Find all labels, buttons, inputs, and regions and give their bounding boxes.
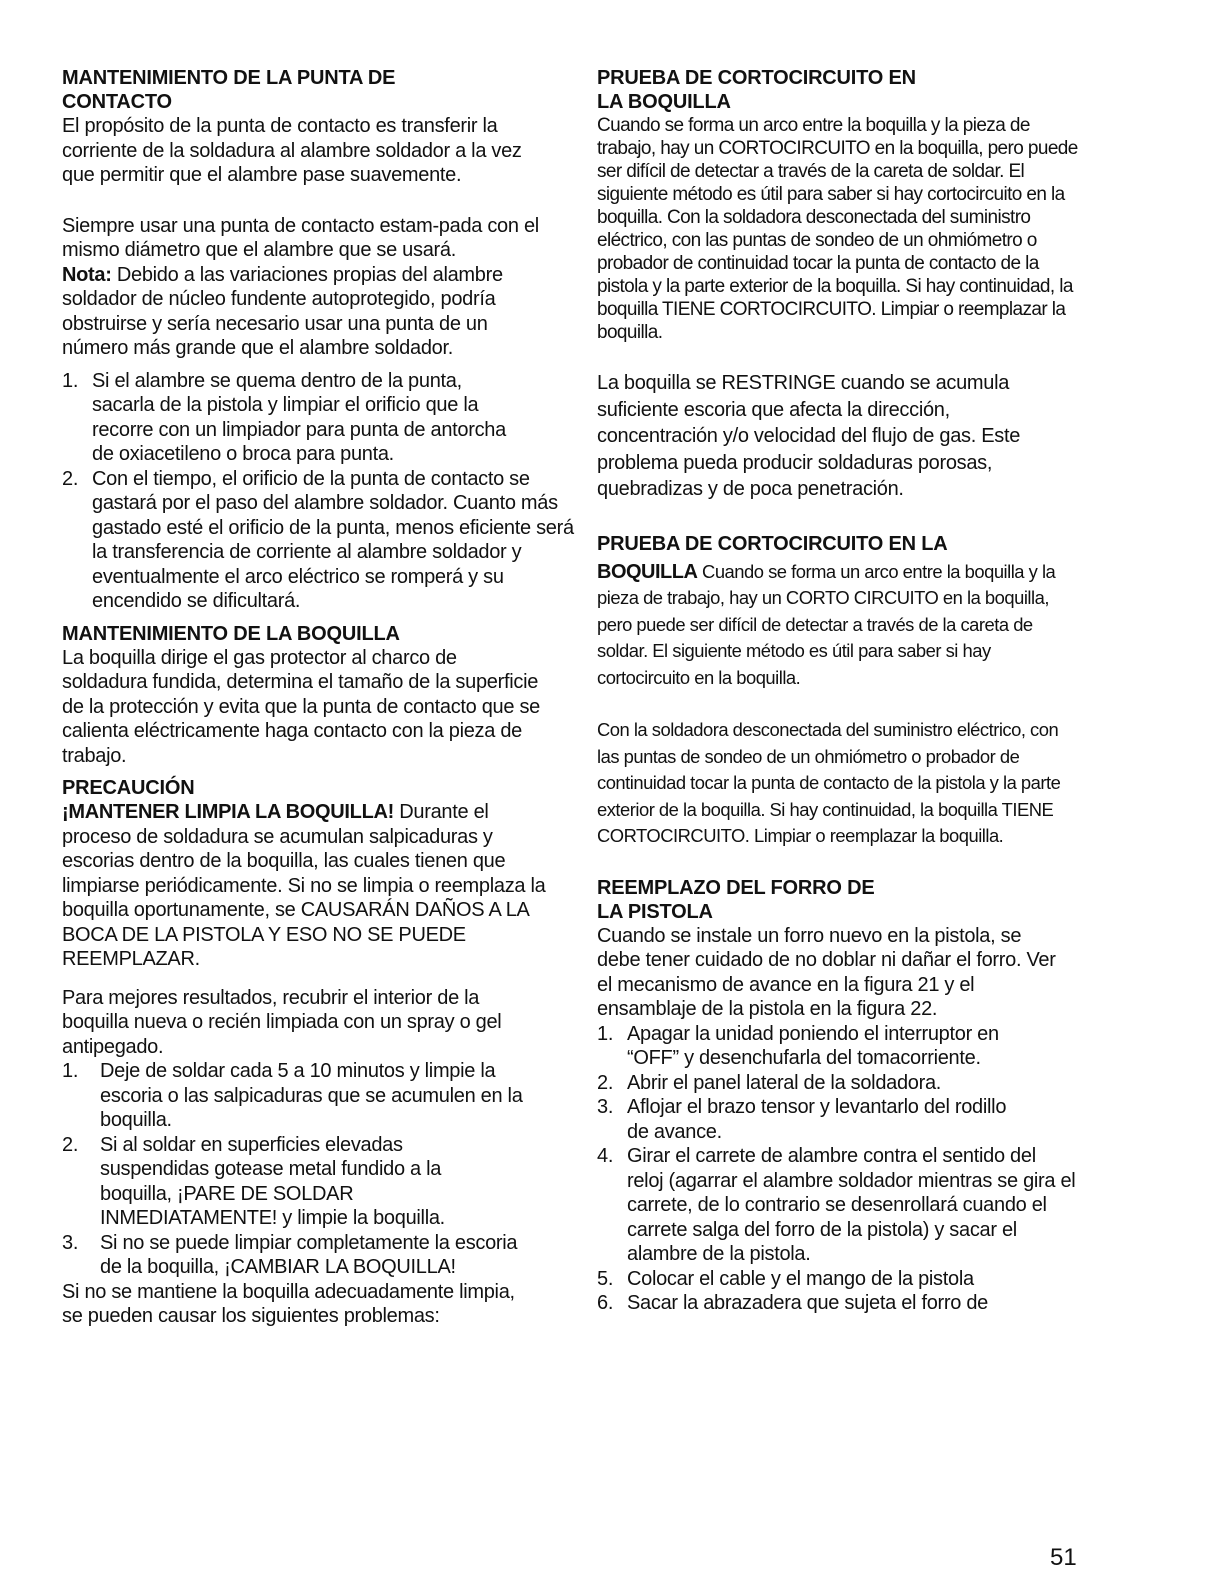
short-test-2-text: Cuando se forma un arco entre la boquilla y la pieza de trabajo, hay un CORTO CIRCUITO en la boquilla, pero puede ser difícil de detectar a través de la careta de soldar. El siguiente método es útil para saber si hay cortocircuito en la boquilla. [597, 560, 1056, 688]
short-test-paragraph-1: Cuando se forma un arco entre la boquilla y la pieza de trabajo, hay un CORTOCIRCUITO en la boquilla, pero puede ser difícil de detectar a través de la careta de soldar. El siguiente método es útil para saber si hay cortocircuito en la boquilla. Con la soldadora desconectada del suministro eléctrico, con las puntas de sondeo de un ohmiómetro o probador de continuidad tocar la punta de contacto de la pistola y la parte exterior de la boquilla. Si hay continuidad, la boquilla TIENE CORTOCIRCUITO. Limpiar o reemplazar la boquilla. [597, 115, 1078, 343]
contact-tip-list [62, 369, 574, 614]
list-item: 2. Si al soldar en superficies elevadas suspendidas gotease metal fundido a la boquilla, ¡PARE DE SOLDAR INMEDIATAMENTE! y limpie la boquilla. [62, 1133, 445, 1229]
list-item: 4. Girar el carrete de alambre contra el sentido del reloj (agarrar el alambre soldador mientras se gira el carrete, de lo contrario se desenrollará cuando el carrete salga del forro de la pistola) y sacar el alambre de la pistola. [597, 1145, 1076, 1265]
list-item: 5. Colocar el cable y el mango de la pistola [597, 1267, 974, 1290]
nozzle-paragraph: La boquilla dirige el gas protector al charco de soldadura fundida, determina el tamaño de la superficie de la protección y evita que la punta de contacto que se calienta eléctricamente haga contacto con la pieza de trabajo. [62, 646, 540, 767]
short-test-2-paragraph-2: Con la soldadora desconectada del suministro eléctrico, con las puntas de sondeo de un ohmiómetro o probador de continuidad tocar la punta de contacto de la pistola y la parte exterior de la boquilla. Si hay continuidad, la boquilla TIENE CORTOCIRCUITO. Limpiar o reemplazar la boquilla. [597, 719, 1061, 846]
list-item: 3. Aflojar el brazo tensor y levantarlo del rodillo de avance. [597, 1096, 1007, 1143]
note-text: Debido a las variaciones propias del alambre soldador de núcleo fundente autoprotegido, podría obstruirse y sería necesario usar una punta de un número más grande que el alambre soldador. [62, 263, 503, 359]
caution-text: Durante el proceso de soldadura se acumulan salpicaduras y escorias dentro de la boquilla, las cuales tienen que limpiarse periódicamente. Si no se limpia o reemplaza la boquilla oportunamente, se CAUSARÁN DAÑOS A LA BOCA DE LA PISTOLA Y ESO NO SE PUEDE REEMPLAZAR. [62, 801, 546, 970]
list-item: 6. Sacar la abrazadera que sujeta el forro de [597, 1292, 988, 1314]
liner-section [597, 876, 1089, 1316]
right-column [597, 66, 1089, 1316]
section-title-short-test-2: PRUEBA DE CORTOCIRCUITO EN LA [597, 532, 948, 555]
list-item: 1. Deje de soldar cada 5 a 10 minutos y limpie la escoria o las salpicaduras que se acumulen en la boquilla. [62, 1060, 523, 1131]
list-item: 3. Si no se puede limpiar completamente la escoria de la boquilla, ¡CAMBIAR LA BOQUILLA! [62, 1231, 518, 1278]
list-item: 1. Si el alambre se quema dentro de la punta, sacarla de la pistola y limpiar el orificio que la recorre con un limpiador para punta de antorcha de oxiacetileno o broca para punta. [62, 369, 506, 465]
contact-tip-note [62, 263, 547, 361]
short-test-2-section [597, 529, 1089, 850]
short-test-section [597, 66, 1089, 503]
caution-paragraph-3: Si no se mantiene la boquilla adecuadamente limpia, se pueden causar los siguientes problemas: [62, 1280, 515, 1327]
short-test-paragraph-2: La boquilla se RESTRINGE cuando se acumula suficiente escoria que afecta la dirección, concentración y/o velocidad del flujo de gas. Este problema pueda producir soldaduras porosas, quebradizas y de poca penetración. [597, 372, 1021, 500]
caution-section [62, 776, 557, 1329]
section-title-liner: REEMPLAZO DEL FORRO DE LA PISTOLA [597, 876, 875, 923]
section-title-short-test: PRUEBA DE CORTOCIRCUITO EN LA BOQUILLA [597, 67, 916, 113]
contact-tip-section [62, 66, 574, 614]
caution-paragraph [62, 800, 552, 972]
caution-lead: ¡MANTENER LIMPIA LA BOQUILLA! [62, 801, 395, 823]
liner-list [597, 1022, 1076, 1316]
liner-paragraph: Cuando se instale un forro nuevo en la pistola, se debe tener cuidado de no doblar ni dañar el forro. Ver el mecanismo de avance en la figura 21 y el ensamblaje de la pistola en la figura 22. [597, 924, 1056, 1020]
note-label: Nota: [62, 263, 112, 286]
section-title-nozzle: MANTENIMIENTO DE LA BOQUILLA [62, 622, 400, 645]
caution-title: PRECAUCIÓN [62, 777, 195, 799]
caution-list [62, 1059, 552, 1280]
page-number: 51 [1050, 1544, 1077, 1571]
caution-paragraph-2: Para mejores resultados, recubrir el interior de la boquilla nueva o recién limpiada con un spray o gel antipegado. [62, 986, 502, 1058]
short-test-2-title-line2: BOQUILLA [597, 560, 698, 583]
nozzle-section [62, 622, 557, 769]
section-title-contact-tip: MANTENIMIENTO DE LA PUNTA DE CONTACTO [62, 67, 396, 113]
contact-tip-paragraph-1: El propósito de la punta de contacto es transferir la corriente de la soldadura al alambre soldador a la vez que permitir que el alambre pase suavemente. [62, 115, 522, 186]
contact-tip-paragraph-2: Siempre usar una punta de contacto estam-pada con el mismo diámetro que el alambre que se usará. [62, 214, 539, 261]
short-test-2-paragraph [597, 559, 1067, 692]
left-column [62, 66, 574, 1329]
list-item: 1. Apagar la unidad poniendo el interruptor en “OFF” y desenchufarla del tomacorriente. [597, 1022, 999, 1069]
list-item: 2. Con el tiempo, el orificio de la punta de contacto se gastará por el paso del alambre soldador. Cuanto más gastado esté el orificio de la punta, menos eficiente será la transferencia de corriente al alambre soldador y eventualmente el arco eléctrico se romperá y su encendido se dificultará. [62, 467, 574, 612]
list-item: 2. Abrir el panel lateral de la soldadora. [597, 1071, 942, 1094]
